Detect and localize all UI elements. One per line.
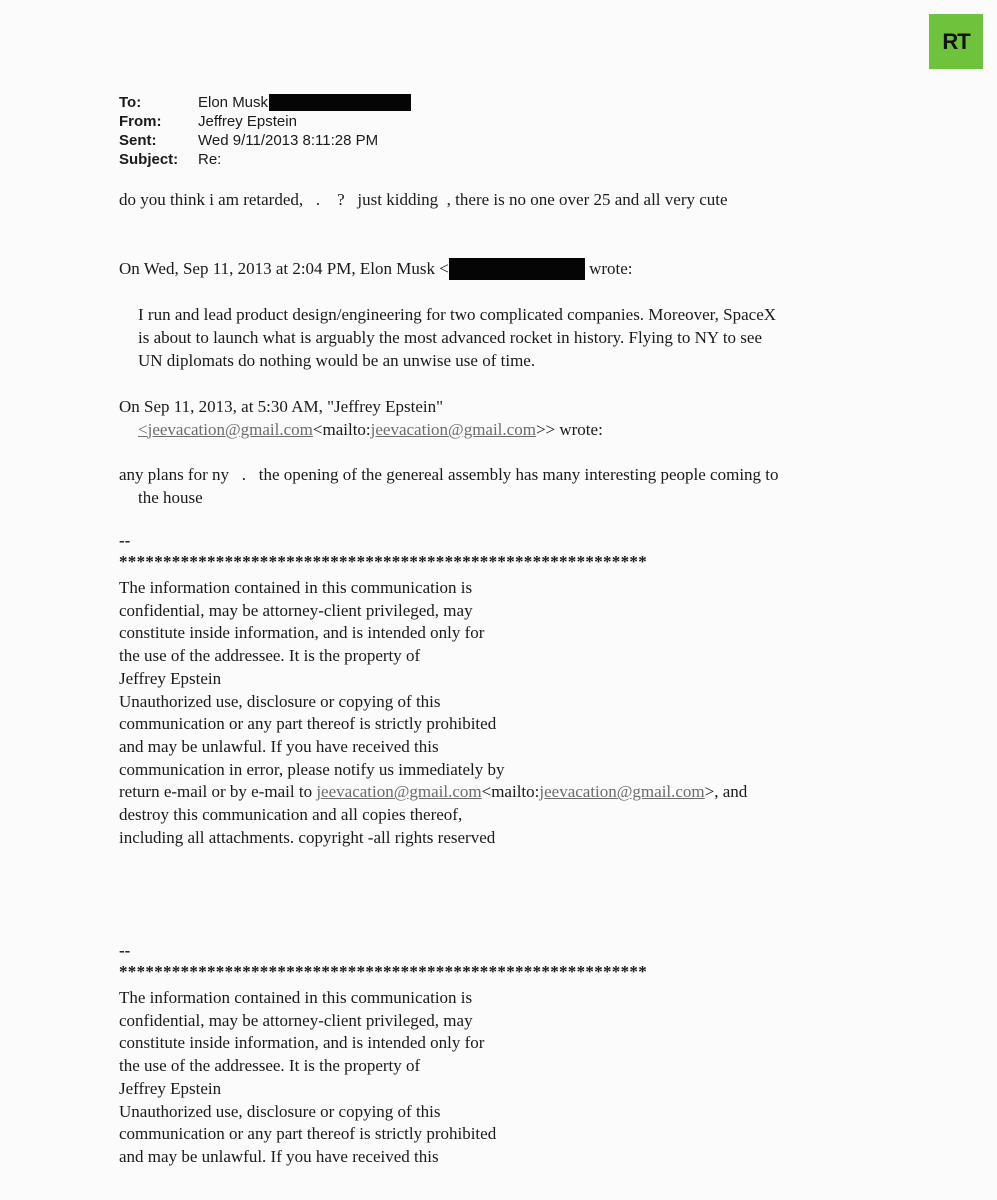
to-value: Elon Musk [198,93,411,112]
disclaimer-2 [119,987,496,1169]
disclaimer-line: destroy this communication and all copies thereof, [119,805,463,825]
disclaimer [119,577,747,849]
reply-body: do you think i am retarded, . ? just kidding , there is no one over 25 and all very cute [119,190,728,209]
disclaimer-line: Jeffrey Epstein [119,668,222,688]
to-row [119,93,411,112]
disclaimer-line: Unauthorized use, disclosure or copying of this [119,1101,441,1121]
signature2-stars: ************************************************************ [119,962,647,981]
email-link[interactable]: jeevacation@gmail.com [316,782,482,802]
disclaimer-line: Jeffrey Epstein [119,1078,222,1098]
subject-row [119,150,411,169]
mailto-link[interactable]: jeevacation@gmail.com [370,420,536,439]
sent-row [119,131,411,150]
subject-value: Re: [198,151,222,168]
from-label: From: [119,113,162,130]
quote1-line: UN diplomats do nothing would be an unwise use of time. [138,351,536,370]
disclaimer-return-line: return e-mail or by e-mail to jeevacation@gmail.com<mailto:jeevacation@gmail.com>, and [119,782,748,802]
email-header [119,93,411,169]
quote2-intro: On Sep 11, 2013, at 5:30 AM, "Jeffrey Epstein" [119,397,444,416]
disclaimer-line: The information contained in this communication is [119,578,473,597]
original-body-line: any plans for ny . the opening of the genereal assembly has many interesting people coming to [119,465,779,484]
disclaimer-line: Unauthorized use, disclosure or copying of this [119,691,441,711]
subject-label: Subject: [119,151,179,168]
mailto-link[interactable]: jeevacation@gmail.com [539,782,705,802]
disclaimer-line: including all attachments. copyright -all rights reserved [119,827,496,847]
quote1-line: is about to launch what is arguably the most advanced rocket in history. Flying to NY to see [138,328,763,347]
disclaimer-line: communication in error, please notify us immediately by [119,759,505,779]
signature-dashes: -- [119,531,131,550]
quote1-intro: On Wed, Sep 11, 2013 at 2:04 PM, Elon Musk < wrote: [119,259,633,278]
quote2-address: <jeevacation@gmail.com<mailto:jeevacation@gmail.com>> wrote: [138,420,603,439]
disclaimer-line: constitute inside information, and is intended only for [119,623,485,643]
disclaimer-line: the use of the addressee. It is the property of [119,646,421,666]
disclaimer-line: The information contained in this communication is [119,988,473,1007]
from-value: Jeffrey Epstein [198,113,297,130]
disclaimer-line: confidential, may be attorney-client privileged, may [119,1010,473,1030]
sent-label: Sent: [119,132,157,149]
email-link[interactable]: <jeevacation@gmail.com [138,420,313,439]
original-body-line: the house [138,488,203,507]
disclaimer-line: communication or any part thereof is strictly prohibited [119,1124,497,1144]
from-row [119,112,411,131]
redaction-bar [269,94,411,111]
disclaimer-line: constitute inside information, and is intended only for [119,1033,485,1053]
disclaimer-line: the use of the addressee. It is the property of [119,1056,421,1076]
quote1-line: I run and lead product design/engineering for two complicated companies. Moreover, SpaceX [138,305,777,324]
to-label: To: [119,94,142,111]
sent-value: Wed 9/11/2013 8:11:28 PM [198,132,379,149]
rt-logo-text: RT [942,28,970,54]
disclaimer-line: communication or any part thereof is strictly prohibited [119,714,497,734]
signature2-dashes: -- [119,941,131,960]
disclaimer-line: confidential, may be attorney-client privileged, may [119,600,473,620]
disclaimer-line: and may be unlawful. If you have received this [119,1146,439,1166]
rt-logo [929,14,983,69]
redaction-bar [449,258,585,280]
signature-stars: ************************************************************ [119,552,647,571]
disclaimer-line: and may be unlawful. If you have received this [119,736,439,756]
